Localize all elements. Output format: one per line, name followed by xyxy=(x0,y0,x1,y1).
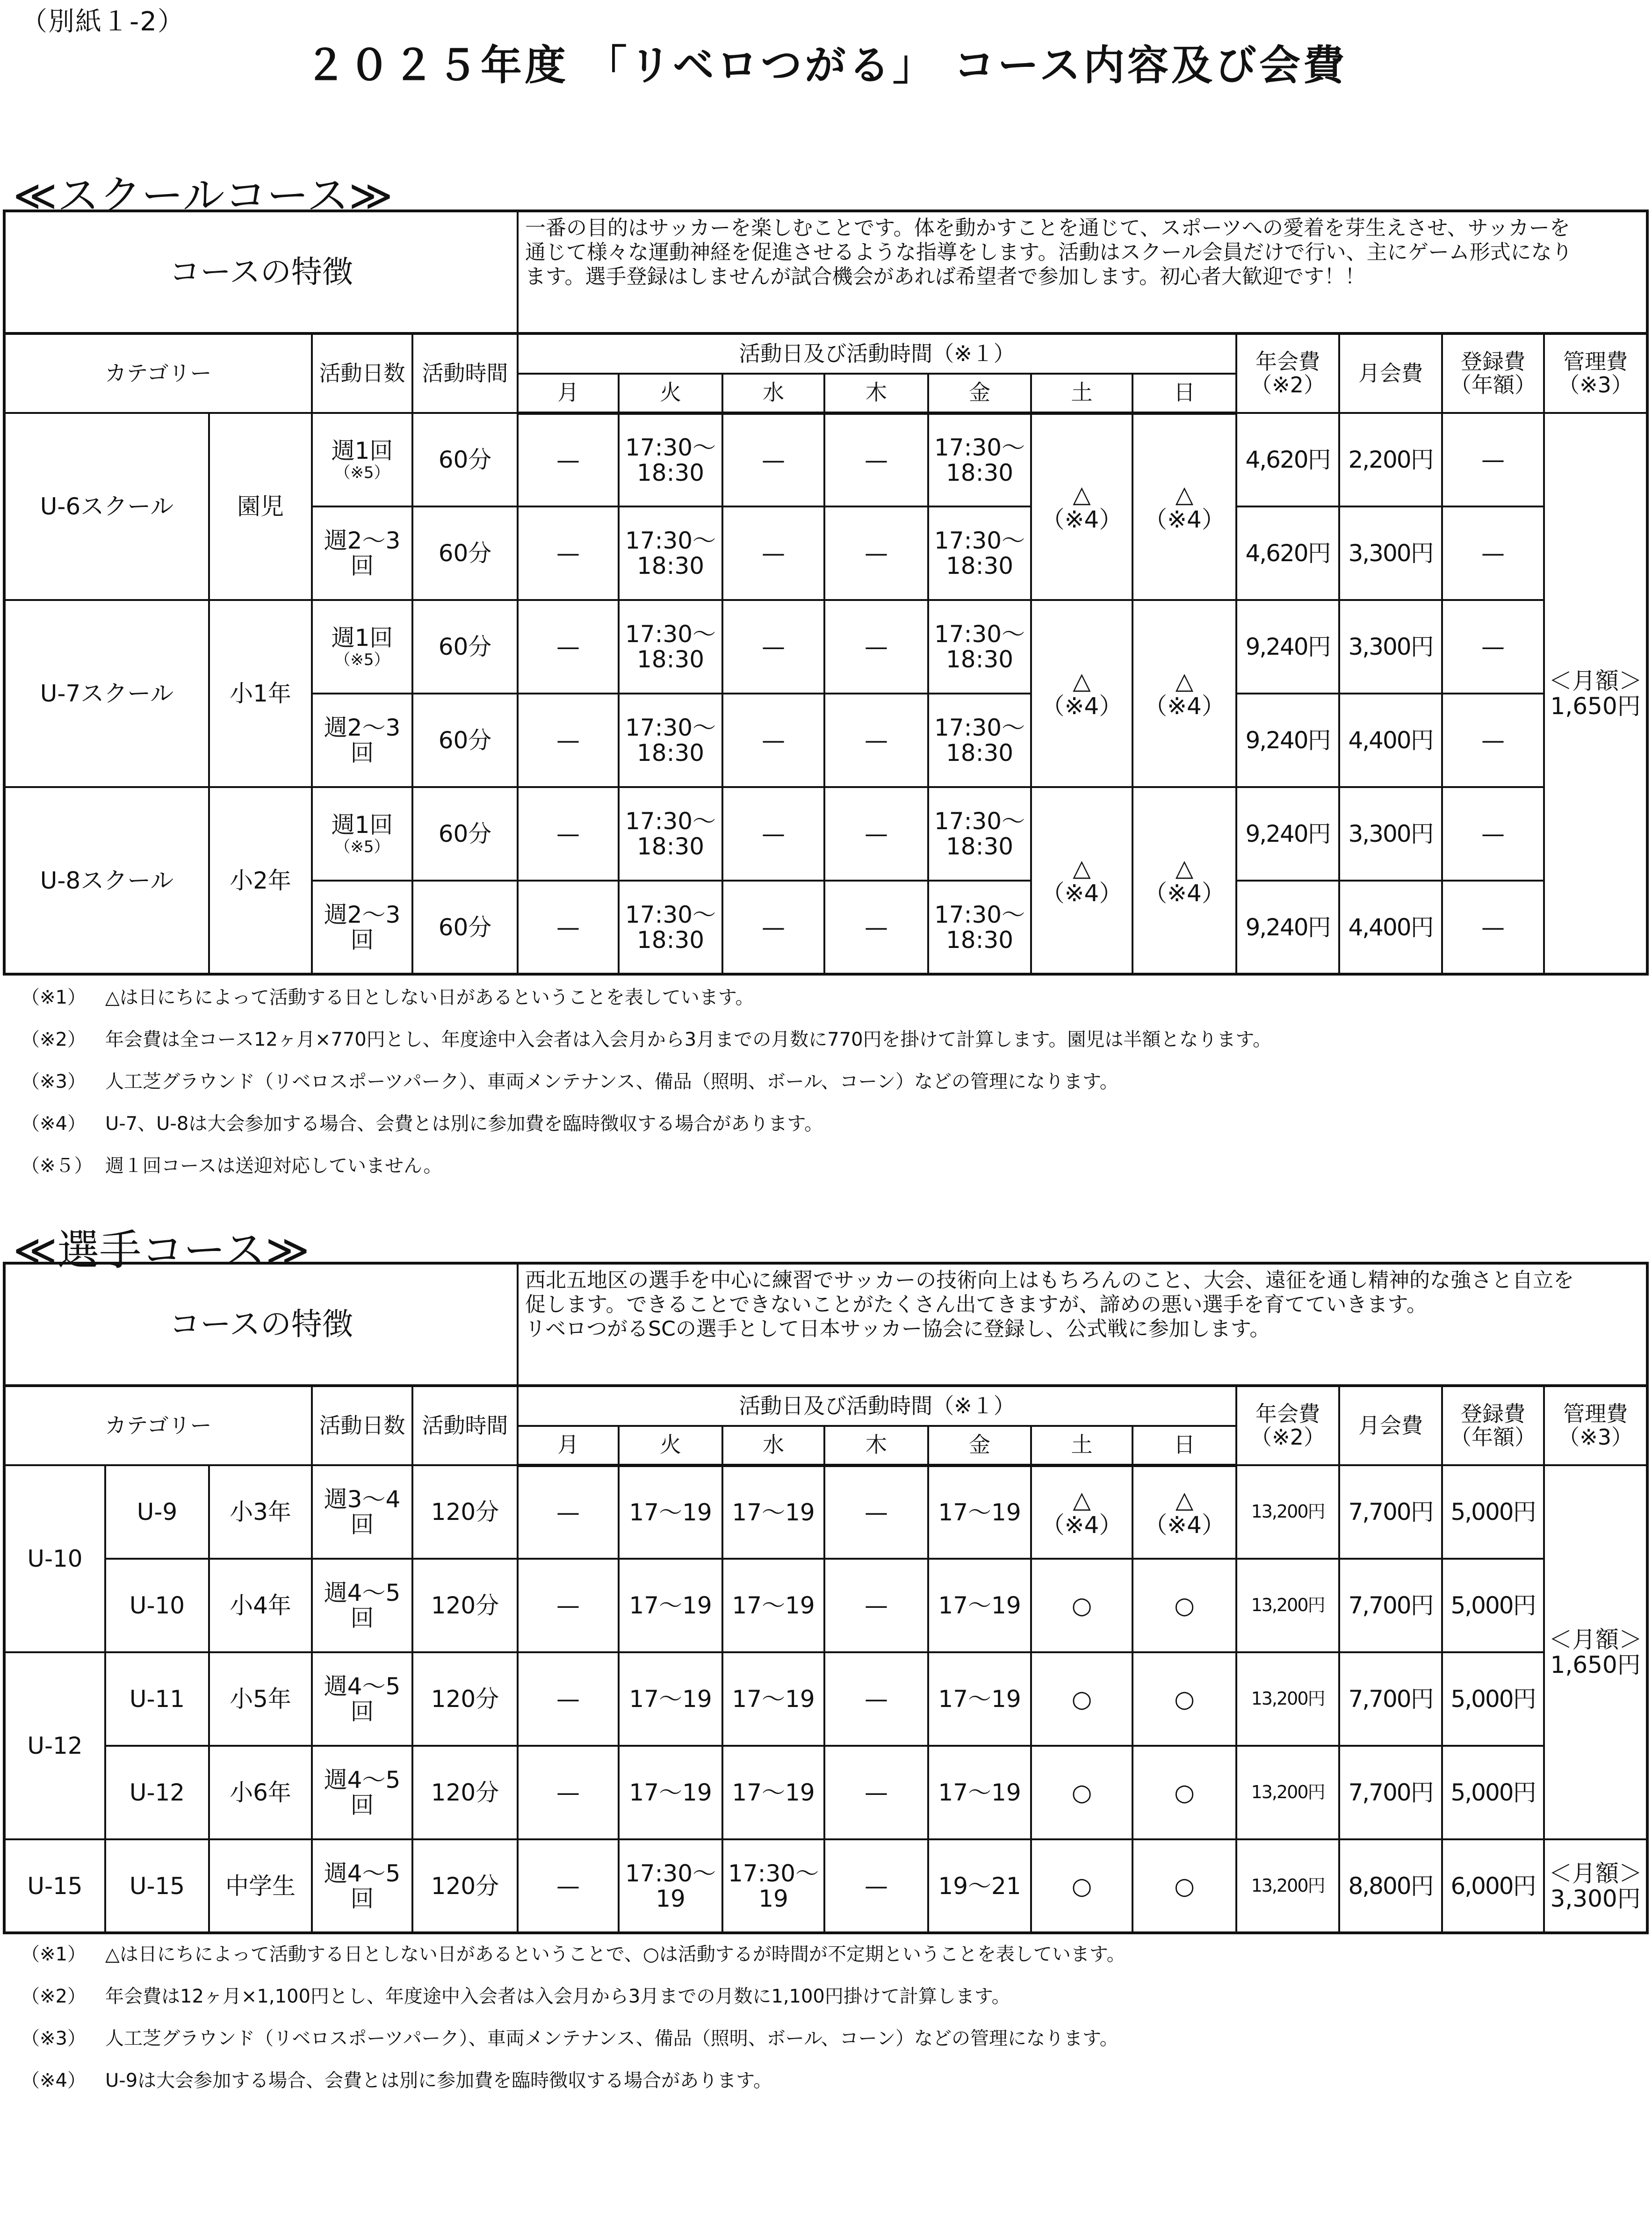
registration-fee: — xyxy=(1442,413,1544,506)
sun-cell: ○ xyxy=(1133,1839,1236,1933)
player-course-heading: ≪選手コース≫ xyxy=(13,1226,310,1275)
weekday-sun: 日 xyxy=(1133,374,1236,413)
note-item: （※4） U-9は大会参加する場合、会費とは別に参加費を臨時徴収する場合があります。 xyxy=(21,2070,772,2091)
weekday-sat: 土 xyxy=(1031,1426,1133,1465)
duration: 120分 xyxy=(412,1746,518,1839)
management-fee: ＜月額＞ 1,650円 xyxy=(1544,1465,1647,1839)
category-name: U-12 xyxy=(105,1746,209,1839)
sun-cell: △ （※4） xyxy=(1133,787,1236,974)
days-count: 週3～4回 xyxy=(312,1465,412,1559)
sun-cell: △ （※4） xyxy=(1133,413,1236,600)
thu-cell: — xyxy=(824,1652,928,1746)
weekday-thu: 木 xyxy=(824,374,928,413)
monthly-fee: 8,800円 xyxy=(1339,1839,1442,1933)
weekday-mon: 月 xyxy=(518,1426,619,1465)
header-annual-fee: 年会費 （※2） xyxy=(1236,333,1339,413)
monthly-fee: 3,300円 xyxy=(1339,787,1442,881)
fri-cell: 17:30～ 18:30 xyxy=(928,413,1031,506)
mon-cell: — xyxy=(518,1559,619,1652)
annual-fee: 4,620円 xyxy=(1236,413,1339,506)
sat-cell: △ （※4） xyxy=(1031,413,1133,600)
wed-cell: 17:30～ 19 xyxy=(722,1839,824,1933)
monthly-fee: 2,200円 xyxy=(1339,413,1442,506)
duration: 60分 xyxy=(412,413,518,506)
note-item: （※3） 人工芝グラウンド（リベロスポーツパーク）、車両メンテナンス、備品（照明、ボール、コーン）などの管理になります。 xyxy=(21,1071,1118,1092)
sat-cell: ○ xyxy=(1031,1559,1133,1652)
monthly-fee: 3,300円 xyxy=(1339,600,1442,694)
duration: 60分 xyxy=(412,506,518,600)
school-course-heading: ≪スクールコース≫ xyxy=(13,171,393,220)
header-days-count: 活動日数 xyxy=(312,1386,412,1465)
monthly-fee: 7,700円 xyxy=(1339,1559,1442,1652)
note-item: （※1） △は日にちによって活動する日としない日があるということで、○は活動するが時間が不定期ということを表しています。 xyxy=(21,1944,1125,1965)
sat-cell: △ （※4） xyxy=(1031,787,1133,974)
days-count: 週1回 （※5） xyxy=(312,413,412,506)
table-row xyxy=(4,1839,1647,1933)
days-count: 週2～3回 xyxy=(312,881,412,974)
annual-fee: 13,200円 xyxy=(1236,1652,1339,1746)
header-monthly-fee: 月会費 xyxy=(1339,333,1442,413)
wed-cell: 17～19 xyxy=(722,1746,824,1839)
category-grade: 小3年 xyxy=(209,1465,312,1559)
tue-cell: 17～19 xyxy=(619,1559,722,1652)
annual-fee: 9,240円 xyxy=(1236,881,1339,974)
header-management-fee: 管理費 （※3） xyxy=(1544,333,1647,413)
thu-cell: — xyxy=(824,1559,928,1652)
header-schedule: 活動日及び活動時間（※１） xyxy=(518,333,1236,374)
annex-label: （別紙１-2） xyxy=(21,7,185,37)
feature-label: コースの特徴 xyxy=(4,211,518,333)
table-row xyxy=(4,600,1647,694)
category-grade: 小4年 xyxy=(209,1559,312,1652)
wed-cell: — xyxy=(722,694,824,787)
weekday-thu: 木 xyxy=(824,1426,928,1465)
days-count: 週4～5回 xyxy=(312,1652,412,1746)
registration-fee: 5,000円 xyxy=(1442,1465,1544,1559)
page-title: ２０２５年度 「リベロつがる」 コース内容及び会費 xyxy=(304,41,1348,89)
header-annual-fee: 年会費 （※2） xyxy=(1236,1386,1339,1465)
weekday-fri: 金 xyxy=(928,374,1031,413)
mon-cell: — xyxy=(518,787,619,881)
sat-cell: ○ xyxy=(1031,1652,1133,1746)
tue-cell: 17:30～ 18:30 xyxy=(619,881,722,974)
fri-cell: 17:30～ 18:30 xyxy=(928,881,1031,974)
group-name: U-10 xyxy=(4,1465,105,1652)
tue-cell: 17:30～ 18:30 xyxy=(619,787,722,881)
header-schedule: 活動日及び活動時間（※１） xyxy=(518,1386,1236,1426)
header-duration: 活動時間 xyxy=(412,333,518,413)
table-row xyxy=(4,1559,1647,1652)
mon-cell: — xyxy=(518,600,619,694)
group-name: U-15 xyxy=(4,1839,105,1933)
header-management-fee: 管理費 （※3） xyxy=(1544,1386,1647,1465)
registration-fee: 5,000円 xyxy=(1442,1746,1544,1839)
monthly-fee: 7,700円 xyxy=(1339,1465,1442,1559)
table-row xyxy=(4,413,1647,506)
table-row xyxy=(4,1746,1647,1839)
thu-cell: — xyxy=(824,1839,928,1933)
duration: 60分 xyxy=(412,694,518,787)
duration: 120分 xyxy=(412,1839,518,1933)
days-count: 週4～5回 xyxy=(312,1559,412,1652)
sat-cell: ○ xyxy=(1031,1746,1133,1839)
days-count: 週1回 （※5） xyxy=(312,787,412,881)
mon-cell: — xyxy=(518,413,619,506)
wed-cell: — xyxy=(722,881,824,974)
fri-cell: 19～21 xyxy=(928,1839,1031,1933)
category-name: U-6スクール xyxy=(4,413,209,600)
duration: 60分 xyxy=(412,881,518,974)
monthly-fee: 7,700円 xyxy=(1339,1652,1442,1746)
category-name: U-15 xyxy=(105,1839,209,1933)
wed-cell: — xyxy=(722,506,824,600)
player-course-table xyxy=(3,1262,1649,1934)
weekday-fri: 金 xyxy=(928,1426,1031,1465)
monthly-fee: 4,400円 xyxy=(1339,881,1442,974)
fri-cell: 17～19 xyxy=(928,1559,1031,1652)
note-item: （※2） 年会費は全コース12ヶ月×770円とし、年度途中入会者は入会月から3月までの月数に770円を掛けて計算します。園児は半額となります。 xyxy=(21,1029,1272,1050)
thu-cell: — xyxy=(824,881,928,974)
sat-cell: ○ xyxy=(1031,1839,1133,1933)
category-grade: 小1年 xyxy=(209,600,312,787)
days-count: 週2～3回 xyxy=(312,694,412,787)
weekday-wed: 水 xyxy=(722,374,824,413)
tue-cell: 17～19 xyxy=(619,1746,722,1839)
category-name: U-9 xyxy=(105,1465,209,1559)
weekday-tue: 火 xyxy=(619,1426,722,1465)
fri-cell: 17:30～ 18:30 xyxy=(928,506,1031,600)
thu-cell: — xyxy=(824,413,928,506)
wed-cell: — xyxy=(722,787,824,881)
sun-cell: ○ xyxy=(1133,1652,1236,1746)
sat-cell: △ （※4） xyxy=(1031,600,1133,787)
category-name: U-10 xyxy=(105,1559,209,1652)
days-count: 週1回 （※5） xyxy=(312,600,412,694)
sat-cell: △ （※4） xyxy=(1031,1465,1133,1559)
annual-fee: 9,240円 xyxy=(1236,694,1339,787)
duration: 60分 xyxy=(412,600,518,694)
category-name: U-7スクール xyxy=(4,600,209,787)
wed-cell: — xyxy=(722,413,824,506)
header-registration-fee: 登録費 （年額） xyxy=(1442,333,1544,413)
header-days-count: 活動日数 xyxy=(312,333,412,413)
fri-cell: 17～19 xyxy=(928,1746,1031,1839)
registration-fee: — xyxy=(1442,506,1544,600)
feature-label: コースの特徴 xyxy=(4,1263,518,1386)
registration-fee: 5,000円 xyxy=(1442,1652,1544,1746)
days-count: 週2～3回 xyxy=(312,506,412,600)
thu-cell: — xyxy=(824,787,928,881)
fri-cell: 17:30～ 18:30 xyxy=(928,787,1031,881)
tue-cell: 17～19 xyxy=(619,1465,722,1559)
annual-fee: 9,240円 xyxy=(1236,787,1339,881)
duration: 120分 xyxy=(412,1465,518,1559)
duration: 120分 xyxy=(412,1559,518,1652)
weekday-mon: 月 xyxy=(518,374,619,413)
annual-fee: 9,240円 xyxy=(1236,600,1339,694)
monthly-fee: 7,700円 xyxy=(1339,1746,1442,1839)
header-registration-fee: 登録費 （年額） xyxy=(1442,1386,1544,1465)
table-row xyxy=(4,787,1647,881)
weekday-wed: 水 xyxy=(722,1426,824,1465)
wed-cell: — xyxy=(722,600,824,694)
fri-cell: 17～19 xyxy=(928,1465,1031,1559)
mon-cell: — xyxy=(518,1465,619,1559)
group-name: U-12 xyxy=(4,1652,105,1839)
tue-cell: 17:30～ 18:30 xyxy=(619,506,722,600)
mon-cell: — xyxy=(518,1652,619,1746)
table-row xyxy=(4,1465,1647,1559)
tue-cell: 17:30～ 18:30 xyxy=(619,413,722,506)
registration-fee: 5,000円 xyxy=(1442,1559,1544,1652)
category-grade: 園児 xyxy=(209,413,312,600)
category-name: U-11 xyxy=(105,1652,209,1746)
note-item: （※５） 週１回コースは送迎対応していません。 xyxy=(21,1155,442,1177)
thu-cell: — xyxy=(824,506,928,600)
days-count: 週4～5回 xyxy=(312,1839,412,1933)
registration-fee: 6,000円 xyxy=(1442,1839,1544,1933)
category-grade: 小2年 xyxy=(209,787,312,974)
annual-fee: 13,200円 xyxy=(1236,1559,1339,1652)
fri-cell: 17～19 xyxy=(928,1652,1031,1746)
days-count: 週4～5回 xyxy=(312,1746,412,1839)
header-duration: 活動時間 xyxy=(412,1386,518,1465)
thu-cell: — xyxy=(824,600,928,694)
management-fee: ＜月額＞ 3,300円 xyxy=(1544,1839,1647,1933)
fri-cell: 17:30～ 18:30 xyxy=(928,694,1031,787)
annual-fee: 13,200円 xyxy=(1236,1746,1339,1839)
note-item: （※4） U-7、U-8は大会参加する場合、会費とは別に参加費を臨時徴収する場合があります。 xyxy=(21,1113,823,1135)
wed-cell: 17～19 xyxy=(722,1652,824,1746)
thu-cell: — xyxy=(824,1465,928,1559)
table-row xyxy=(4,1652,1647,1746)
registration-fee: — xyxy=(1442,881,1544,974)
annual-fee: 13,200円 xyxy=(1236,1839,1339,1933)
weekday-sat: 土 xyxy=(1031,374,1133,413)
thu-cell: — xyxy=(824,694,928,787)
note-item: （※3） 人工芝グラウンド（リベロスポーツパーク）、車両メンテナンス、備品（照明、ボール、コーン）などの管理になります。 xyxy=(21,2028,1118,2049)
registration-fee: — xyxy=(1442,787,1544,881)
mon-cell: — xyxy=(518,881,619,974)
header-category: カテゴリー xyxy=(4,1386,312,1465)
registration-fee: — xyxy=(1442,694,1544,787)
sun-cell: △ （※4） xyxy=(1133,600,1236,787)
monthly-fee: 3,300円 xyxy=(1339,506,1442,600)
annual-fee: 4,620円 xyxy=(1236,506,1339,600)
category-grade: 小6年 xyxy=(209,1746,312,1839)
tue-cell: 17:30～ 19 xyxy=(619,1839,722,1933)
feature-text: 西北五地区の選手を中心に練習でサッカーの技術向上はもちろんのこと、大会、遠征を通し精神的な強さと自立を 促します。できることできないことがたくさん出てきますが、諦めの悪い選手を育てていきます。 リベロつがるSCの選手として日本サッカー協会に登録し、公式戦に参加します。 xyxy=(518,1263,1647,1386)
feature-text: 一番の目的はサッカーを楽しむことです。体を動かすことを通じて、スポーツへの愛着を芽生えさせ、サッカーを 通じて様々な運動神経を促進させるような指導をします。活動はスクール会員だけで行い、主にゲーム形式になり ます。選手登録はしませんが試合機会があれば希望者で参加します。初心者大歓迎です！！ xyxy=(518,211,1647,333)
tue-cell: 17:30～ 18:30 xyxy=(619,600,722,694)
mon-cell: — xyxy=(518,506,619,600)
note-item: （※1） △は日にちによって活動する日としない日があるということを表しています。 xyxy=(21,987,754,1008)
monthly-fee: 4,400円 xyxy=(1339,694,1442,787)
weekday-tue: 火 xyxy=(619,374,722,413)
sun-cell: ○ xyxy=(1133,1559,1236,1652)
wed-cell: 17～19 xyxy=(722,1465,824,1559)
tue-cell: 17:30～ 18:30 xyxy=(619,694,722,787)
annual-fee: 13,200円 xyxy=(1236,1465,1339,1559)
player-notes xyxy=(21,1933,1125,2102)
management-fee: ＜月額＞ 1,650円 xyxy=(1544,413,1647,974)
mon-cell: — xyxy=(518,1839,619,1933)
note-item: （※2） 年会費は12ヶ月×1,100円とし、年度途中入会者は入会月から3月までの月数に1,100円掛けて計算します。 xyxy=(21,1986,1010,2007)
wed-cell: 17～19 xyxy=(722,1559,824,1652)
category-name: U-8スクール xyxy=(4,787,209,974)
fri-cell: 17:30～ 18:30 xyxy=(928,600,1031,694)
registration-fee: — xyxy=(1442,600,1544,694)
sun-cell: ○ xyxy=(1133,1746,1236,1839)
category-grade: 小5年 xyxy=(209,1652,312,1746)
category-grade: 中学生 xyxy=(209,1839,312,1933)
header-category: カテゴリー xyxy=(4,333,312,413)
thu-cell: — xyxy=(824,1746,928,1839)
sun-cell: △ （※4） xyxy=(1133,1465,1236,1559)
school-course-table xyxy=(3,210,1649,976)
mon-cell: — xyxy=(518,1746,619,1839)
tue-cell: 17～19 xyxy=(619,1652,722,1746)
header-monthly-fee: 月会費 xyxy=(1339,1386,1442,1465)
mon-cell: — xyxy=(518,694,619,787)
duration: 60分 xyxy=(412,787,518,881)
duration: 120分 xyxy=(412,1652,518,1746)
school-notes xyxy=(21,976,1271,1187)
weekday-sun: 日 xyxy=(1133,1426,1236,1465)
